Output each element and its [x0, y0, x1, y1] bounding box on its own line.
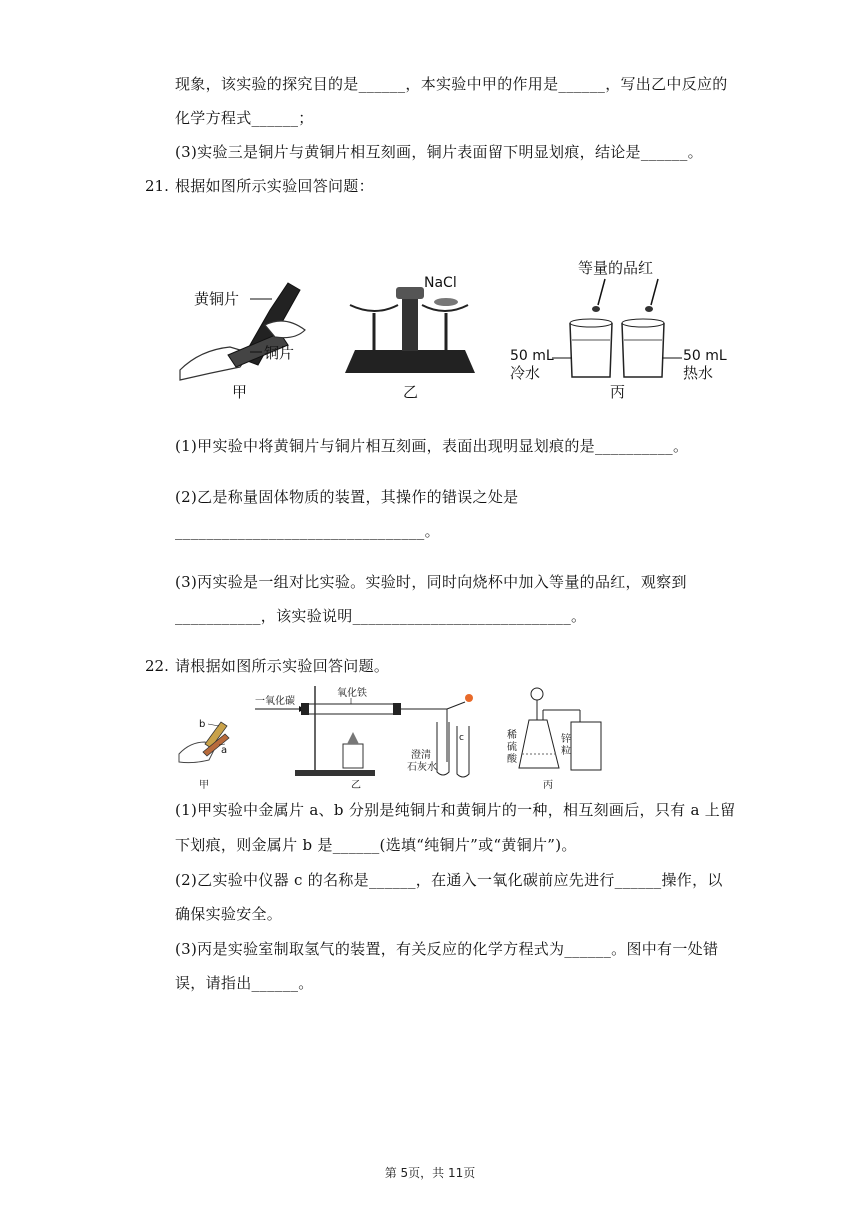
zinc-label-1: 锌 [561, 734, 571, 745]
q22-part2-b: 确保实验安全。 [175, 905, 283, 923]
q21-part3-a: (3)丙实验是一组对比实验。实验时，同时向烧杯中加入等量的品红，观察到 [175, 573, 687, 591]
q22-stem: 请根据如图所示实验回答问题。 [175, 657, 390, 675]
q22-part2-a: (2)乙实验中仪器 c 的名称是______，在通入一氧化碳前应先进行______操作，以 [175, 871, 723, 889]
cold-volume: 50 mL [510, 348, 554, 364]
q20-line-1: 现象，该实验的探究目的是______，本实验中甲的作用是______，写出乙中反应的 [175, 75, 728, 93]
hot-volume: 50 mL [683, 348, 727, 364]
hot-water-label: 热水 [683, 364, 714, 382]
q22-part1-a: (1)甲实验中金属片 a、b 分别是纯铜片和黄铜片的一种，相互刻画后，只有 a 上留 [175, 801, 736, 819]
cold-water-label: 冷水 [510, 364, 541, 382]
q22-caption-c: 丙 [543, 780, 553, 791]
q22-number: 22. [145, 657, 169, 675]
co-label: 一氧化碳 [255, 696, 295, 707]
page-footer: 第 5页，共 11页 [384, 1166, 476, 1180]
limewater-label-1: 澄清 [411, 750, 431, 761]
q21-caption-c: 丙 [610, 383, 626, 401]
limewater-label-2: 石灰水 [407, 762, 437, 773]
q22-part3-a: (3)丙是实验室制取氢气的装置，有关反应的化学方程式为______。图中有一处错 [175, 940, 719, 958]
q21-part2-b: ________________________________。 [175, 522, 440, 540]
q22-caption-a: 甲 [199, 780, 209, 791]
label-c: c [459, 733, 464, 743]
q22-caption-b: 乙 [351, 780, 361, 791]
q21-number: 21. [145, 177, 169, 195]
q21-figure [170, 255, 740, 405]
q21-part1: (1)甲实验中将黄铜片与铜片相互刻画，表面出现明显划痕的是__________。 [175, 437, 689, 455]
fe2o3-label: 氧化铁 [337, 688, 367, 699]
q22-part3-b: 误，请指出______。 [175, 974, 314, 992]
acid-label-1: 稀 [507, 730, 517, 741]
copper-label: 铜片 [264, 344, 295, 362]
acid-label-3: 酸 [507, 754, 517, 765]
q21-part3-b: ___________，该实验说明____________________________。 [175, 607, 587, 625]
q22-part1-b: 下划痕，则金属片 b 是______(选填“纯铜片”或“黄铜片”)。 [175, 836, 577, 854]
acid-label-2: 硫 [507, 742, 517, 753]
q21-caption-b: 乙 [403, 383, 419, 401]
zinc-label-2: 粒 [561, 746, 571, 757]
q21-figure-c [510, 259, 727, 401]
q20-line-2: 化学方程式______； [175, 109, 314, 127]
label-a: a [221, 745, 228, 756]
nacl-label: NaCl [424, 275, 457, 291]
q21-caption-a: 甲 [232, 383, 248, 401]
q22-figure [175, 682, 615, 794]
brass-label: 黄铜片 [194, 290, 240, 308]
dye-label: 等量的品红 [578, 259, 654, 277]
q21-stem: 根据如图所示实验回答问题： [175, 177, 374, 195]
q22-figure-a [179, 719, 229, 791]
q21-figure-a [180, 283, 305, 401]
q20-line-3: (3)实验三是铜片与黄铜片相互刻画，铜片表面留下明显划痕，结论是______。 [175, 143, 703, 161]
q21-figure-b [345, 275, 475, 401]
q22-figure-b [255, 686, 473, 791]
q21-part2-a: (2)乙是称量固体物质的装置，其操作的错误之处是 [175, 488, 519, 506]
label-b: b [199, 719, 206, 730]
q22-figure-c [507, 688, 601, 791]
